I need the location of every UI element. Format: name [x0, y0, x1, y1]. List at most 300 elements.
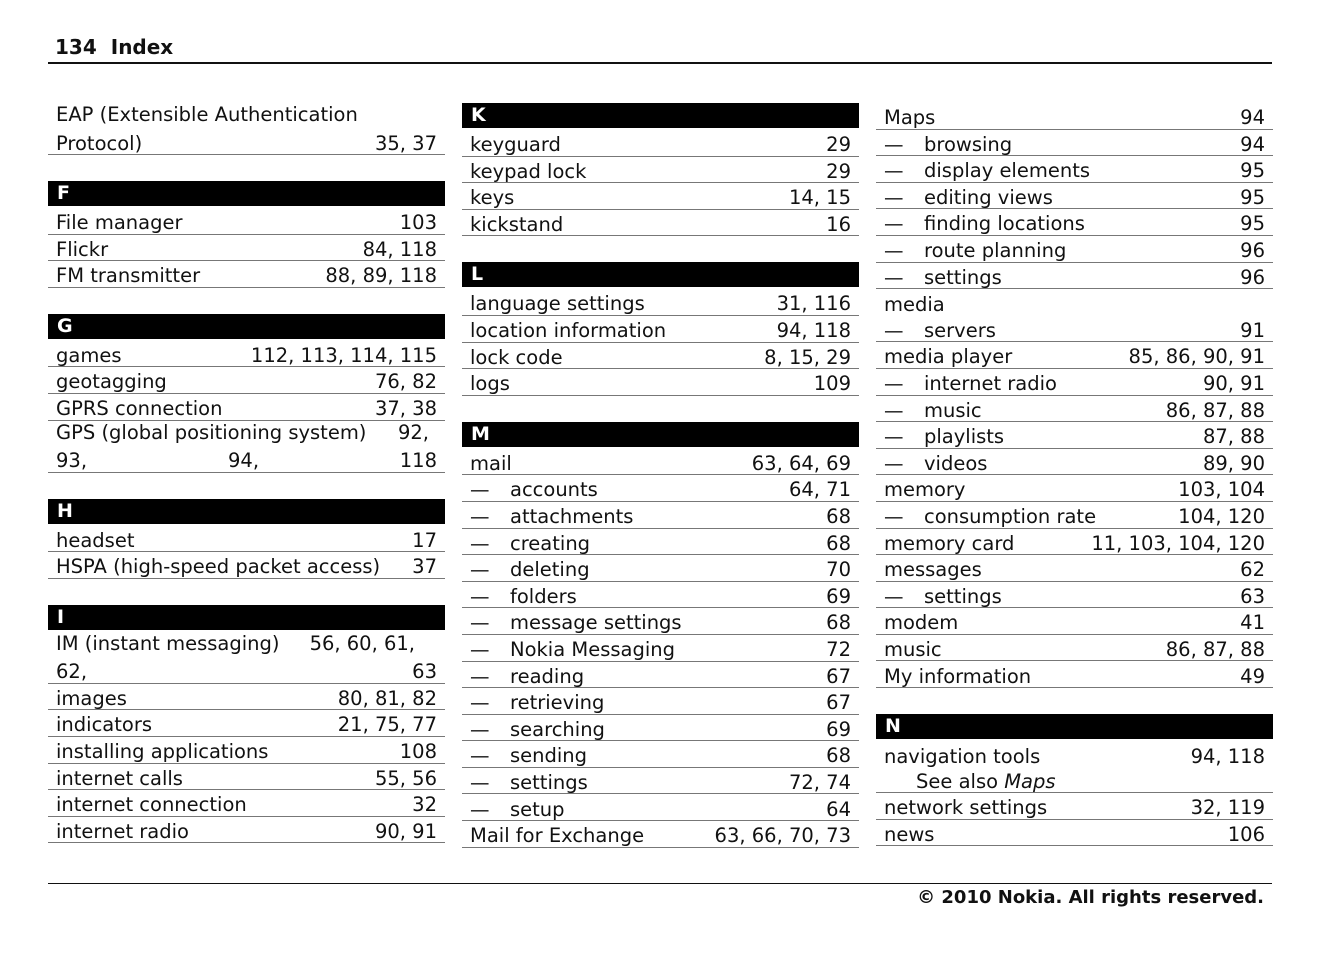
entry-pages: 70: [826, 558, 851, 582]
entry-pages: 56, 60, 61,: [309, 631, 415, 655]
index-entry: [462, 608, 859, 635]
index-entry: [462, 529, 859, 556]
subentry-dash: —: [884, 425, 904, 449]
index-entry-gps: [48, 421, 445, 473]
entry-term-text: messages: [884, 558, 982, 582]
index-entry: [48, 208, 445, 235]
entry-term-text: geotagging: [56, 370, 167, 394]
entry-term: [884, 374, 1057, 394]
entry-pages: 94: [1240, 106, 1265, 130]
entry-pages: 95: [1240, 159, 1265, 183]
entry-pages: 103: [399, 211, 437, 235]
entry-pages: 17: [412, 528, 437, 552]
entry-pages: 109: [813, 372, 851, 396]
index-entry: [876, 209, 1273, 236]
entry-term-text: setup: [510, 797, 565, 821]
index-entry: [48, 817, 445, 844]
index-entry: [876, 130, 1273, 157]
subentry-dash: —: [470, 744, 490, 768]
entry-term-text: HSPA (high-speed packet access): [56, 555, 381, 579]
entry-pages: 67: [826, 691, 851, 715]
index-entry-navigation-tools: [876, 741, 1273, 767]
index-entry: [462, 502, 859, 529]
letter-heading-n: N: [876, 714, 1273, 739]
see-also-text: See also Maps: [916, 769, 1056, 793]
entry-term-text: Mail for Exchange: [470, 824, 645, 848]
entry-term: [56, 557, 380, 577]
subentry-dash: —: [884, 451, 904, 475]
subentry-dash: —: [470, 797, 490, 821]
entry-pages: 31, 116: [776, 292, 851, 316]
entry-term: [470, 584, 577, 608]
group-h: [48, 526, 445, 579]
entry-pages: 72, 74: [788, 770, 851, 794]
entry-term: [470, 159, 587, 183]
entry-term: [884, 241, 1066, 261]
entry-pages: 68: [826, 744, 851, 768]
entry-term-text: route planning: [924, 239, 1067, 263]
entry-term-text: Nokia Messaging: [510, 638, 675, 661]
entry-term-text: servers: [924, 318, 996, 342]
entry-term-text: creating: [510, 531, 591, 555]
entry-term: [470, 770, 588, 794]
entry-pages: 63, 64, 69: [751, 451, 851, 475]
index-entry: [48, 394, 445, 421]
entry-term: GPS (global positioning system): [56, 420, 367, 444]
index-entry: [462, 662, 859, 689]
index-entry: [462, 741, 859, 768]
entry-term-text: games: [56, 343, 122, 367]
entry-pages: 86, 87, 88: [1165, 637, 1265, 661]
entry-term: [56, 742, 268, 762]
entry-pages: 41: [1240, 611, 1265, 635]
subentry-dash: —: [884, 398, 904, 422]
entry-term-text: accounts: [510, 478, 598, 502]
entry-term: [884, 480, 965, 500]
entry-pages: 86, 87, 88: [1165, 398, 1265, 422]
entry-pages-cont: 62,: [56, 660, 88, 684]
entry-term: [56, 795, 247, 815]
index-entry: [876, 103, 1273, 130]
entry-pages: 96: [1240, 265, 1265, 289]
entry-pages-cont: 63: [412, 660, 437, 684]
group-l: [462, 289, 859, 395]
entry-term-text: finding locations: [924, 212, 1085, 236]
index-entry: [462, 183, 859, 210]
index-entry: [462, 582, 859, 609]
entry-term-text: music: [884, 637, 942, 661]
entry-pages: 35, 37: [374, 131, 437, 155]
subentry-dash: —: [470, 638, 490, 661]
entry-term: [470, 531, 591, 555]
subentry-dash: —: [884, 185, 904, 209]
index-entry: [876, 396, 1273, 423]
entry-term-text: browsing: [924, 132, 1013, 156]
entry-term: [56, 237, 109, 261]
entry-term-text: consumption rate: [924, 505, 1097, 528]
entry-pages: 90, 91: [374, 819, 437, 843]
entry-term-text: network settings: [884, 796, 1048, 820]
entry-term: navigation tools: [884, 744, 1041, 768]
entry-term: [884, 664, 1032, 688]
index-entry: [876, 183, 1273, 210]
entry-term: [884, 185, 1053, 209]
entry-term-text: memory card: [884, 531, 1015, 555]
entry-term: [56, 399, 222, 419]
entry-term: [470, 826, 644, 846]
index-entry: [876, 422, 1273, 449]
index-entry: [48, 764, 445, 791]
letter-heading-f: F: [48, 181, 445, 206]
entry-term-text: keyguard: [470, 133, 561, 157]
index-entry: [48, 261, 445, 288]
subentry-dash: —: [470, 664, 490, 688]
entry-term-text: media: [884, 293, 945, 317]
index-entry: [462, 688, 859, 715]
entry-pages: 37: [412, 555, 437, 579]
entry-term: [56, 766, 183, 790]
index-column-3: [876, 103, 1273, 846]
entry-pages: 84, 118: [362, 237, 437, 261]
page-title: Index: [110, 35, 174, 59]
entry-term-text: searching: [510, 717, 605, 741]
entry-term: [884, 822, 935, 846]
entry-term-text: memory: [884, 478, 966, 502]
entry-term-text: keypad lock: [470, 159, 587, 183]
entry-pages: 92,: [397, 420, 429, 444]
entry-pages: 94, 118: [1190, 744, 1265, 768]
index-entry-im: [48, 632, 445, 684]
entry-pages-cont: 118: [399, 449, 437, 473]
index-entry-eap: [48, 103, 445, 155]
entry-term: [470, 746, 587, 766]
entry-term-text: internet calls: [56, 766, 183, 790]
index-entry: [462, 475, 859, 502]
index-entry: [876, 475, 1273, 502]
index-column-2: [462, 103, 859, 848]
entry-term: [884, 347, 1012, 367]
entry-term: [884, 531, 1015, 555]
entry-term-text: My information: [884, 664, 1032, 688]
entry-pages: 37, 38: [374, 397, 437, 421]
subentry-dash: —: [884, 372, 904, 396]
entry-pages: 21, 75, 77: [337, 713, 437, 737]
entry-pages: 95: [1240, 212, 1265, 236]
entry-pages: 72: [826, 638, 851, 661]
entry-term: [884, 214, 1085, 234]
entry-term: [884, 295, 945, 315]
entry-term: [884, 613, 958, 633]
entry-pages-cont: 94,: [228, 449, 260, 473]
subentry-dash: —: [470, 478, 490, 502]
entry-pages: 91: [1240, 318, 1265, 342]
entry-pages: 8, 15, 29: [764, 345, 851, 369]
entry-term-text: logs: [470, 372, 510, 396]
index-entry: [462, 130, 859, 157]
entry-pages: 32, 119: [1190, 796, 1265, 820]
entry-term: [470, 135, 561, 155]
index-entry: [462, 210, 859, 237]
index-entry: [48, 790, 445, 817]
entry-term: [56, 213, 182, 233]
index-entry: [462, 369, 859, 396]
subentry-dash: —: [470, 505, 490, 529]
index-entry: [48, 235, 445, 262]
letter-heading-l: L: [462, 262, 859, 287]
entry-term-text: display elements: [924, 159, 1091, 183]
entry-term-text: playlists: [924, 425, 1005, 449]
entry-term-text: File manager: [56, 211, 183, 235]
entry-pages: 94: [1240, 132, 1265, 156]
entry-term: [884, 108, 935, 128]
entry-pages: 90, 91: [1202, 372, 1265, 396]
index-entry: [876, 608, 1273, 635]
entry-term-text: indicators: [56, 713, 152, 737]
entry-term: [470, 480, 598, 500]
entry-pages: 89, 90: [1202, 451, 1265, 475]
entry-term: [56, 372, 167, 392]
group-m: [462, 449, 859, 848]
entry-term-text: mail: [470, 451, 512, 475]
index-entry: [876, 236, 1273, 263]
entry-pages: 67: [826, 664, 851, 688]
subentry-dash: —: [470, 611, 490, 635]
entry-term-text: images: [56, 686, 127, 710]
entry-term: [470, 451, 512, 475]
index-entry: [876, 342, 1273, 369]
entry-term-text: sending: [510, 744, 588, 768]
entry-term: [470, 797, 565, 821]
entry-term: [884, 265, 1002, 289]
entry-term: [884, 132, 1013, 156]
entry-pages: 76, 82: [374, 370, 437, 394]
entry-term-text: message settings: [510, 611, 682, 635]
index-entry: [462, 715, 859, 742]
entry-term: [470, 212, 564, 236]
entry-pages: 64: [826, 797, 851, 821]
entry-pages: 62: [1240, 558, 1265, 582]
entry-pages: 108: [399, 740, 437, 764]
entry-pages: 80, 81, 82: [337, 686, 437, 710]
entry-term-text: settings: [924, 584, 1002, 608]
index-entry: [462, 343, 859, 370]
index-entry: [876, 529, 1273, 556]
entry-term: [470, 374, 510, 394]
entry-term: [884, 451, 988, 475]
entry-term-text: keys: [470, 186, 515, 210]
entry-pages: 16: [826, 212, 851, 236]
entry-pages-cont: 93,: [56, 449, 88, 473]
entry-term: [884, 560, 982, 580]
entry-term-text: Flickr: [56, 237, 109, 261]
entry-pages: 87, 88: [1202, 425, 1265, 449]
entry-term-text: media player: [884, 345, 1013, 369]
entry-term-text: kickstand: [470, 212, 564, 236]
entry-term: [56, 528, 135, 552]
entry-pages: 29: [826, 159, 851, 183]
letter-heading-i: I: [48, 605, 445, 630]
entry-term: [470, 613, 682, 633]
entry-term: EAP (Extensible Authentication: [56, 103, 358, 126]
entry-term: [56, 266, 200, 286]
entry-term-text: videos: [924, 451, 988, 475]
index-entry: [462, 289, 859, 316]
entry-term: [470, 345, 563, 369]
letter-heading-g: G: [48, 314, 445, 339]
index-entry: [876, 820, 1273, 847]
entry-term: [470, 321, 666, 341]
entry-term: [470, 188, 514, 208]
index-entry: [462, 635, 859, 662]
subentry-dash: —: [884, 132, 904, 156]
entry-pages: 63, 66, 70, 73: [714, 824, 851, 848]
subentry-dash: —: [470, 691, 490, 715]
index-entry: [462, 316, 859, 343]
entry-term: [56, 819, 189, 843]
subentry-dash: —: [884, 239, 904, 263]
see-also-target: Maps: [1004, 769, 1056, 793]
entry-term-text: retrieving: [510, 691, 605, 715]
entry-term-text: attachments: [510, 505, 634, 529]
subentry-dash: —: [470, 770, 490, 794]
index-entry: [48, 526, 445, 553]
entry-term: [470, 693, 604, 713]
entry-term-text: internet radio: [56, 819, 189, 843]
entry-term-text: deleting: [510, 558, 590, 582]
entry-pages: 104, 120: [1178, 505, 1265, 528]
subentry-dash: —: [470, 558, 490, 582]
index-entry: [876, 369, 1273, 396]
index-entry: [462, 794, 859, 821]
entry-pages: 88, 89, 118: [325, 264, 437, 288]
entry-term-cont: Protocol): [56, 131, 143, 155]
entry-term: [470, 640, 675, 660]
entry-term-text: FM transmitter: [56, 264, 201, 288]
group-f: [48, 208, 445, 288]
index-entry: [48, 684, 445, 711]
entry-pages: 68: [826, 531, 851, 555]
group-m-continued: [876, 103, 1273, 688]
group-n: [876, 793, 1273, 846]
entry-pages: 106: [1227, 822, 1265, 846]
entry-term: [884, 584, 1002, 608]
entry-term: [470, 717, 605, 741]
see-also-reference: [876, 767, 1273, 793]
index-column-1: [48, 103, 445, 843]
entry-term: [884, 798, 1047, 818]
copyright-notice: © 2010 Nokia. All rights reserved.: [917, 887, 1264, 908]
entry-pages: 55, 56: [374, 766, 437, 790]
index-entry: [876, 289, 1273, 316]
entry-term-text: editing views: [924, 185, 1053, 209]
entry-pages: 68: [826, 505, 851, 529]
index-entry: [876, 502, 1273, 529]
entry-term-text: settings: [510, 770, 588, 794]
index-entry: [48, 737, 445, 764]
entry-pages: 96: [1240, 239, 1265, 263]
entry-pages: 14, 15: [788, 186, 851, 210]
index-entry: [48, 341, 445, 368]
entry-term: [884, 318, 996, 342]
subentry-dash: —: [884, 505, 904, 528]
entry-pages: 112, 113, 114, 115: [250, 343, 437, 367]
index-entry: [876, 449, 1273, 476]
entry-pages: 94, 118: [776, 319, 851, 343]
entry-term: [470, 560, 590, 580]
subentry-dash: —: [884, 265, 904, 289]
entry-pages: 49: [1240, 664, 1265, 688]
subentry-dash: —: [470, 531, 490, 555]
subentry-dash: —: [884, 584, 904, 608]
index-entry: [876, 793, 1273, 820]
subentry-dash: —: [470, 717, 490, 741]
index-entry: [876, 555, 1273, 582]
index-entry: [876, 263, 1273, 290]
entry-pages: 69: [826, 584, 851, 608]
entry-term-text: reading: [510, 664, 585, 688]
entry-term-text: settings: [924, 265, 1002, 289]
index-entry: [876, 316, 1273, 343]
entry-term-text: headset: [56, 528, 135, 552]
index-entry: [876, 635, 1273, 662]
letter-heading-h: H: [48, 499, 445, 524]
page-number: 134: [55, 35, 97, 59]
letter-heading-k: K: [462, 103, 859, 128]
entry-term-text: location information: [470, 319, 667, 343]
group-i: [48, 684, 445, 844]
entry-pages: 63: [1240, 584, 1265, 608]
entry-pages: 11, 103, 104, 120: [1091, 531, 1265, 555]
entry-term: [884, 398, 982, 422]
entry-pages: 64, 71: [788, 478, 851, 502]
index-entry: [462, 449, 859, 476]
entry-term: [470, 294, 645, 314]
entry-term: [884, 507, 1096, 527]
entry-term-text: language settings: [470, 292, 645, 316]
subentry-dash: —: [884, 159, 904, 183]
index-entry: [462, 821, 859, 848]
entry-term-text: folders: [510, 584, 577, 608]
entry-term-text: internet connection: [56, 793, 247, 817]
group-g: [48, 341, 445, 421]
footer-rule: [48, 883, 1272, 884]
subentry-dash: —: [884, 318, 904, 342]
entry-term: [884, 427, 1004, 447]
entry-term: [56, 715, 152, 735]
entry-term: [470, 664, 585, 688]
index-entry: [48, 552, 445, 579]
entry-term-text: lock code: [470, 345, 563, 369]
entry-term-text: music: [924, 398, 982, 422]
entry-term: [56, 686, 127, 710]
subentry-dash: —: [470, 584, 490, 608]
subentry-dash: —: [884, 212, 904, 236]
page-header: [48, 34, 1272, 64]
entry-term-text: installing applications: [56, 740, 269, 764]
entry-term: [884, 637, 942, 661]
entry-term-text: GPRS connection: [56, 397, 223, 421]
entry-pages: 85, 86, 90, 91: [1128, 345, 1265, 369]
entry-pages: 29: [826, 133, 851, 157]
entry-term: [56, 343, 122, 367]
entry-pages: 32: [412, 793, 437, 817]
entry-pages: 95: [1240, 185, 1265, 209]
index-entry: [876, 661, 1273, 688]
entry-pages: 69: [826, 717, 851, 741]
index-entry: [48, 710, 445, 737]
index-entry: [462, 157, 859, 184]
entry-term-text: modem: [884, 611, 959, 635]
